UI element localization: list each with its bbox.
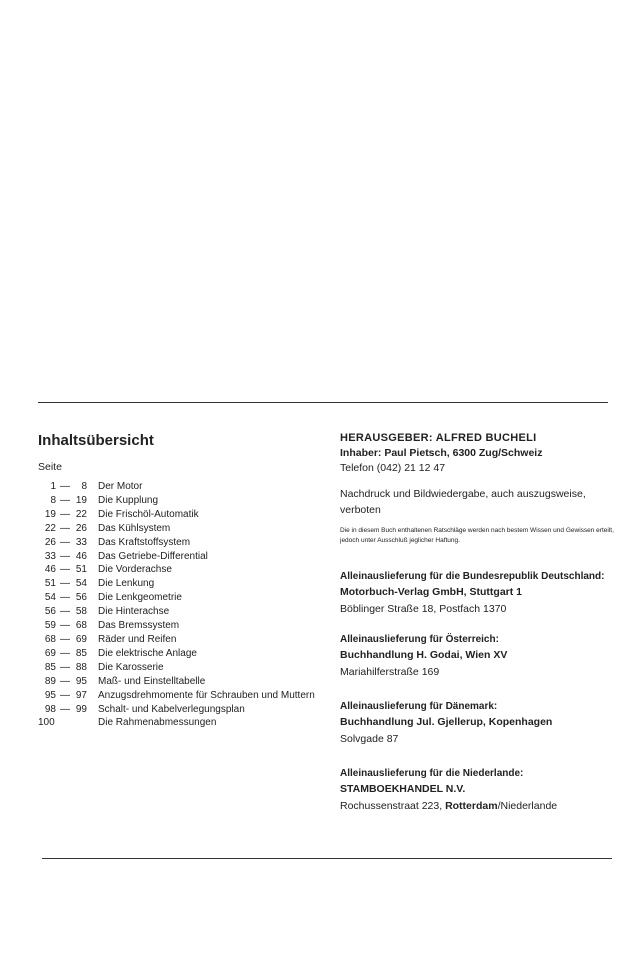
distributor-name: Motorbuch-Verlag GmbH, Stuttgart 1 [340,586,523,598]
toc-entry [38,591,328,605]
chapter-title: Das Kraftstoffsystem [98,536,191,548]
publisher-heading: HERAUSGEBER: ALFRED BUCHELI [340,432,537,444]
range-dash: — [60,661,70,673]
page-from: 89 [44,675,56,687]
page-from: 98 [44,703,56,715]
chapter-title: Die Karosserie [98,661,164,673]
distribution-austria [340,633,625,680]
distribution-netherlands [340,767,625,814]
page-from: 54 [44,592,56,604]
page-to: 26 [75,522,87,534]
chapter-title: Maß- und Einstelltabelle [98,675,206,687]
distributor-address: Solvgade 87 [340,733,399,745]
range-dash: — [60,536,70,548]
page-to [74,716,87,730]
distribution-heading: Alleinauslieferung für Dänemark: [340,701,498,712]
distributor-address: Mariahilferstraße 169 [340,666,440,678]
range-dash: — [60,508,70,520]
chapter-title: Schalt- und Kabelverlegungsplan [98,703,245,715]
toc-entry [38,536,328,550]
chapter-title: Anzugsdrehmomente für Schrauben und Muttern [98,689,315,701]
chapter-title: Die Rahmenabmessungen [98,717,217,729]
range-dash: — [60,675,70,687]
table-of-contents [38,432,328,730]
chapter-title: Die Kupplung [98,494,159,506]
page-from: 22 [44,522,56,534]
range-dash: — [60,703,70,715]
chapter-title: Die Vorderachse [98,564,172,576]
page-to: 68 [75,620,87,632]
page-to: 22 [75,508,87,520]
page-from: 85 [44,661,56,673]
liability-disclaimer: Die in diesem Buch enthaltenen Ratschläge werden nach bestem Wissen und Gewissen erteilt, jedoch unter Ausschluß jeglicher Haftung. [340,527,614,544]
chapter-title: Der Motor [98,481,143,492]
distribution-denmark [340,700,625,747]
page-to: 69 [75,633,87,645]
page-to: 58 [75,606,87,618]
page-from: 68 [44,633,56,645]
bottom-divider [42,858,612,859]
toc-entry [38,605,328,619]
page-from: 95 [44,689,56,701]
page-to: 19 [75,494,87,506]
toc-entry [38,550,328,564]
page-to: 97 [75,689,87,701]
page-from: 33 [44,550,56,562]
range-dash [56,716,74,730]
address-city: Rotterdam [445,800,498,812]
range-dash: — [60,620,70,632]
page-from: 59 [44,620,56,632]
toc-entry [38,480,328,494]
distributor-address: Böblinger Straße 18, Postfach 1370 [340,603,507,615]
chapter-title: Die Frischöl-Automatik [98,508,199,520]
page-from: 46 [44,564,56,576]
toc-entry [38,716,328,730]
chapter-title: Das Getriebe-Differential [98,550,208,562]
page-from: 100 [38,717,55,729]
chapter-title: Die Lenkgeometrie [98,592,182,604]
page-to: 46 [75,550,87,562]
page-to: 88 [75,661,87,673]
page-from: 69 [44,647,56,659]
page-to: 95 [75,675,87,687]
distributor-name: Buchhandlung H. Godai, Wien XV [340,649,508,661]
chapter-title: Das Kühlsystem [98,522,171,534]
top-divider [38,402,608,403]
page-to: 85 [75,647,87,659]
range-dash: — [60,564,70,576]
toc-entry [38,563,328,577]
toc-entry [38,577,328,591]
chapter-title: Das Bremssystem [98,620,180,632]
range-dash: — [60,633,70,645]
toc-list [38,480,328,730]
toc-entry [38,689,328,703]
distributor-address [340,798,625,814]
range-dash: — [60,522,70,534]
distribution-heading: Alleinauslieferung für Österreich: [340,634,499,645]
distribution-germany [340,570,625,617]
imprint [340,431,625,814]
toc-entry [38,494,328,508]
chapter-title: Die Hinterachse [98,606,170,618]
publisher-owner: Inhaber: Paul Pietsch, 6300 Zug/Schweiz [340,447,543,459]
distributor-name: STAMBOEKHANDEL N.V. [340,783,466,795]
page-to: 8 [81,481,87,492]
page-to: 33 [75,536,87,548]
address-country: /Niederlande [497,800,558,812]
page-from: 51 [44,578,56,590]
seite-label: Seite [38,461,62,473]
toc-title: Inhaltsübersicht [38,432,154,449]
distribution-heading: Alleinauslieferung für die Bundesrepublik Deutschland: [340,571,605,582]
page-from: 26 [44,536,56,548]
chapter-title: Räder und Reifen [98,633,177,645]
toc-entry [38,508,328,522]
distribution-heading: Alleinauslieferung für die Niederlande: [340,768,524,779]
range-dash: — [60,689,70,701]
publisher-phone: Telefon (042) 21 12 47 [340,462,446,474]
range-dash: — [60,592,70,604]
toc-entry [38,703,328,717]
page-to: 51 [75,564,87,576]
range-dash: — [60,494,70,506]
chapter-title: Die Lenkung [98,578,155,590]
toc-entry [38,675,328,689]
page-from: 1 [50,481,56,492]
toc-entry [38,522,328,536]
range-dash: — [60,606,70,618]
range-dash: — [60,481,70,492]
chapter-title: Die elektrische Anlage [98,647,197,659]
toc-entry [38,619,328,633]
toc-entry [38,647,328,661]
page-to: 56 [75,592,87,604]
toc-entry [38,633,328,647]
page-from: 56 [44,606,56,618]
page-to: 99 [75,703,87,715]
range-dash: — [60,578,70,590]
toc-entry [38,661,328,675]
distributor-name: Buchhandlung Jul. Gjellerup, Kopenhagen [340,716,553,728]
page-from: 19 [44,508,56,520]
page-to: 54 [75,578,87,590]
copyright-notice: Nachdruck und Bildwiedergabe, auch auszugsweise, verboten [340,488,586,516]
address-street: Rochussenstraat 223, [340,800,446,812]
range-dash: — [60,550,70,562]
range-dash: — [60,647,70,659]
page-from: 8 [50,494,56,506]
